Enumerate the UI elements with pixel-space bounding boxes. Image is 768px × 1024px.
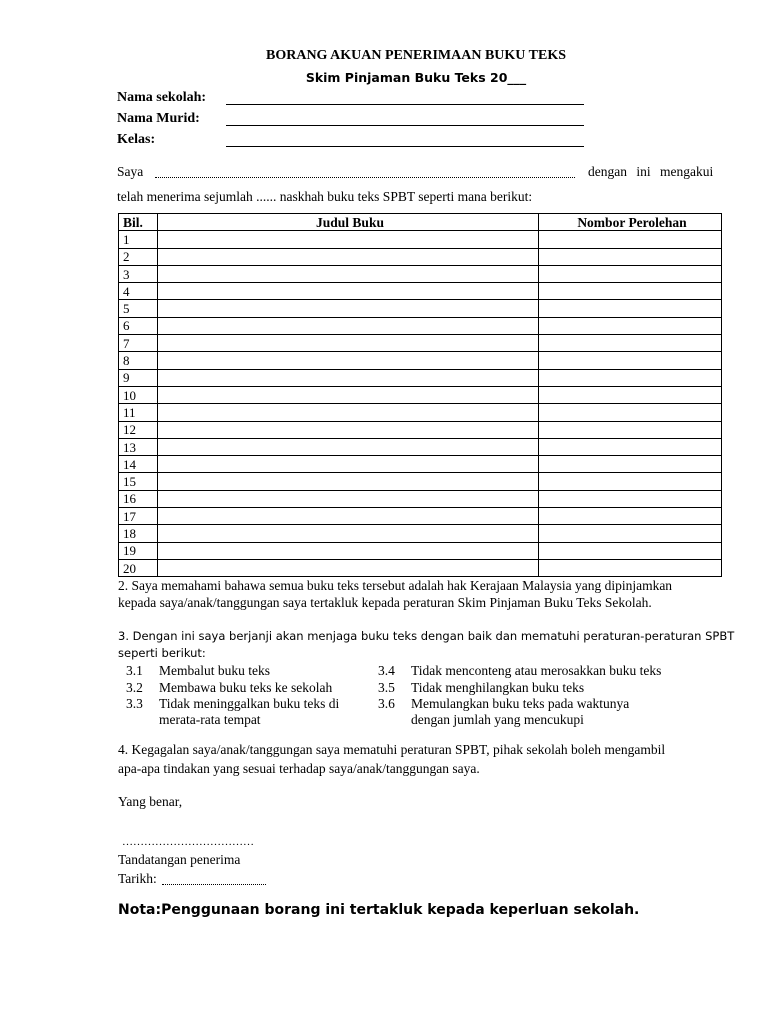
acquisition-number-cell[interactable] (539, 335, 722, 352)
class-label: Kelas: (117, 132, 156, 147)
item-3-4-text: Tidak menconteng atau merosakkan buku teks (411, 663, 662, 678)
book-title-cell[interactable] (158, 317, 539, 334)
item-3-5-num: 3.5 (378, 680, 395, 695)
form-title: BORANG AKUAN PENERIMAAN BUKU TEKS (266, 48, 566, 63)
book-title-cell[interactable] (158, 283, 539, 300)
signature-dots[interactable]: ……………………………… (122, 836, 254, 848)
clause2-line1: 2. Saya memahami bahawa semua buku teks tersebut adalah hak Kerajaan Malaysia yang dipinjamkan (118, 578, 673, 593)
row-number: 16 (119, 490, 158, 507)
acquisition-number-cell[interactable] (539, 559, 722, 576)
clause3-line2: seperti berikut: (118, 646, 206, 660)
clause4-line2: apa-apa tindakan yang sesuai terhadap saya/anak/tanggungan saya. (118, 761, 480, 776)
row-number: 7 (119, 335, 158, 352)
item-3-3-text: Tidak meninggalkan buku teks di (159, 696, 340, 711)
row-number: 18 (119, 525, 158, 542)
table-row (119, 248, 722, 265)
acquisition-number-cell[interactable] (539, 386, 722, 403)
acquisition-number-cell[interactable] (539, 438, 722, 455)
form-subtitle: Skim Pinjaman Buku Teks 20___ (305, 70, 527, 85)
book-title-cell[interactable] (158, 352, 539, 369)
book-title-cell[interactable] (158, 248, 539, 265)
table-row (119, 369, 722, 386)
item-3-3-num: 3.3 (126, 696, 143, 711)
book-title-cell[interactable] (158, 508, 539, 525)
item-3-6-num: 3.6 (378, 696, 395, 711)
row-number: 6 (119, 317, 158, 334)
book-table (118, 213, 722, 577)
school-name-line[interactable] (226, 104, 584, 105)
table-row (119, 317, 722, 334)
student-name-line[interactable] (226, 125, 584, 126)
book-title-cell[interactable] (158, 386, 539, 403)
acquisition-number-cell[interactable] (539, 248, 722, 265)
row-number: 2 (119, 248, 158, 265)
table-row (119, 386, 722, 403)
row-number: 12 (119, 421, 158, 438)
item-3-6-text2: dengan jumlah yang mencukupi (411, 712, 584, 727)
item-3-6-text: Memulangkan buku teks pada waktunya (411, 696, 630, 711)
table-row (119, 542, 722, 559)
book-title-cell[interactable] (158, 335, 539, 352)
acquisition-number-cell[interactable] (539, 231, 722, 248)
student-name-label: Nama Murid: (117, 111, 200, 126)
row-number: 3 (119, 265, 158, 282)
item-3-1-text: Membalut buku teks (159, 663, 270, 678)
book-title-cell[interactable] (158, 421, 539, 438)
book-title-cell[interactable] (158, 369, 539, 386)
table-header-row (119, 214, 722, 231)
date-label: Tarikh: (118, 871, 157, 886)
clause2-line2: kepada saya/anak/tanggungan saya tertakluk kepada peraturan Skim Pinjaman Buku Teks Sekolah. (118, 595, 652, 610)
class-line[interactable] (226, 146, 584, 147)
book-title-cell[interactable] (158, 525, 539, 542)
item-3-3-text2: merata-rata tempat (159, 712, 261, 727)
acquisition-number-cell[interactable] (539, 473, 722, 490)
item-3-5-text: Tidak menghilangkan buku teks (411, 680, 585, 695)
row-number: 20 (119, 559, 158, 576)
item-3-4-num: 3.4 (378, 663, 395, 678)
book-title-cell[interactable] (158, 542, 539, 559)
acquisition-number-cell[interactable] (539, 300, 722, 317)
acquisition-number-cell[interactable] (539, 283, 722, 300)
book-title-cell[interactable] (158, 231, 539, 248)
table-row (119, 231, 722, 248)
declaration-saya: Saya (117, 164, 144, 179)
book-title-cell[interactable] (158, 404, 539, 421)
table-row (119, 265, 722, 282)
row-number: 10 (119, 386, 158, 403)
book-title-cell[interactable] (158, 438, 539, 455)
book-title-cell[interactable] (158, 490, 539, 507)
row-number: 4 (119, 283, 158, 300)
row-number: 8 (119, 352, 158, 369)
acquisition-number-cell[interactable] (539, 525, 722, 542)
table-row (119, 352, 722, 369)
signature-label: Tandatangan penerima (118, 852, 241, 867)
table-row (119, 473, 722, 490)
book-title-cell[interactable] (158, 300, 539, 317)
table-row (119, 283, 722, 300)
declaration-suffix: dengan ini mengakui (588, 164, 714, 179)
acquisition-number-cell[interactable] (539, 456, 722, 473)
table-row (119, 559, 722, 576)
table-row (119, 525, 722, 542)
table-row (119, 335, 722, 352)
table-row (119, 438, 722, 455)
acquisition-number-cell[interactable] (539, 265, 722, 282)
table-row (119, 421, 722, 438)
acquisition-number-cell[interactable] (539, 317, 722, 334)
table-row (119, 456, 722, 473)
acquisition-number-cell[interactable] (539, 542, 722, 559)
book-title-cell[interactable] (158, 473, 539, 490)
declaration-line2: telah menerima sejumlah ...... naskhah buku teks SPBT seperti mana berikut: (117, 189, 533, 204)
clause4-line1: 4. Kegagalan saya/anak/tanggungan saya mematuhi peraturan SPBT, pihak sekolah boleh mengambil (118, 742, 666, 757)
item-3-2-num: 3.2 (126, 680, 143, 695)
header-nombor-perolehan: Nombor Perolehan (539, 214, 722, 231)
date-dots[interactable] (162, 884, 266, 885)
row-number: 19 (119, 542, 158, 559)
item-3-1-num: 3.1 (126, 663, 143, 678)
table-row (119, 404, 722, 421)
school-name-label: Nama sekolah: (117, 90, 207, 105)
table-row (119, 490, 722, 507)
table-row (119, 300, 722, 317)
clause3-line1: 3. Dengan ini saya berjanji akan menjaga buku teks dengan baik dan mematuhi peraturan-peraturan SPBT (118, 629, 735, 643)
row-number: 17 (119, 508, 158, 525)
book-title-cell[interactable] (158, 265, 539, 282)
row-number: 1 (119, 231, 158, 248)
acquisition-number-cell[interactable] (539, 421, 722, 438)
yang-benar: Yang benar, (118, 794, 183, 809)
row-number: 15 (119, 473, 158, 490)
book-title-cell[interactable] (158, 559, 539, 576)
header-judul-buku: Judul Buku (158, 214, 539, 231)
item-3-2-text: Membawa buku teks ke sekolah (159, 680, 333, 695)
header-bil: Bil. (119, 214, 158, 231)
acquisition-number-cell[interactable] (539, 404, 722, 421)
row-number: 5 (119, 300, 158, 317)
row-number: 11 (119, 404, 158, 421)
nota: Nota:Penggunaan borang ini tertakluk kepada keperluan sekolah. (118, 902, 640, 918)
acquisition-number-cell[interactable] (539, 490, 722, 507)
table-row (119, 508, 722, 525)
acquisition-number-cell[interactable] (539, 369, 722, 386)
acquisition-number-cell[interactable] (539, 508, 722, 525)
declaration-name-dots[interactable] (155, 177, 575, 178)
row-number: 9 (119, 369, 158, 386)
row-number: 13 (119, 438, 158, 455)
row-number: 14 (119, 456, 158, 473)
acquisition-number-cell[interactable] (539, 352, 722, 369)
book-title-cell[interactable] (158, 456, 539, 473)
